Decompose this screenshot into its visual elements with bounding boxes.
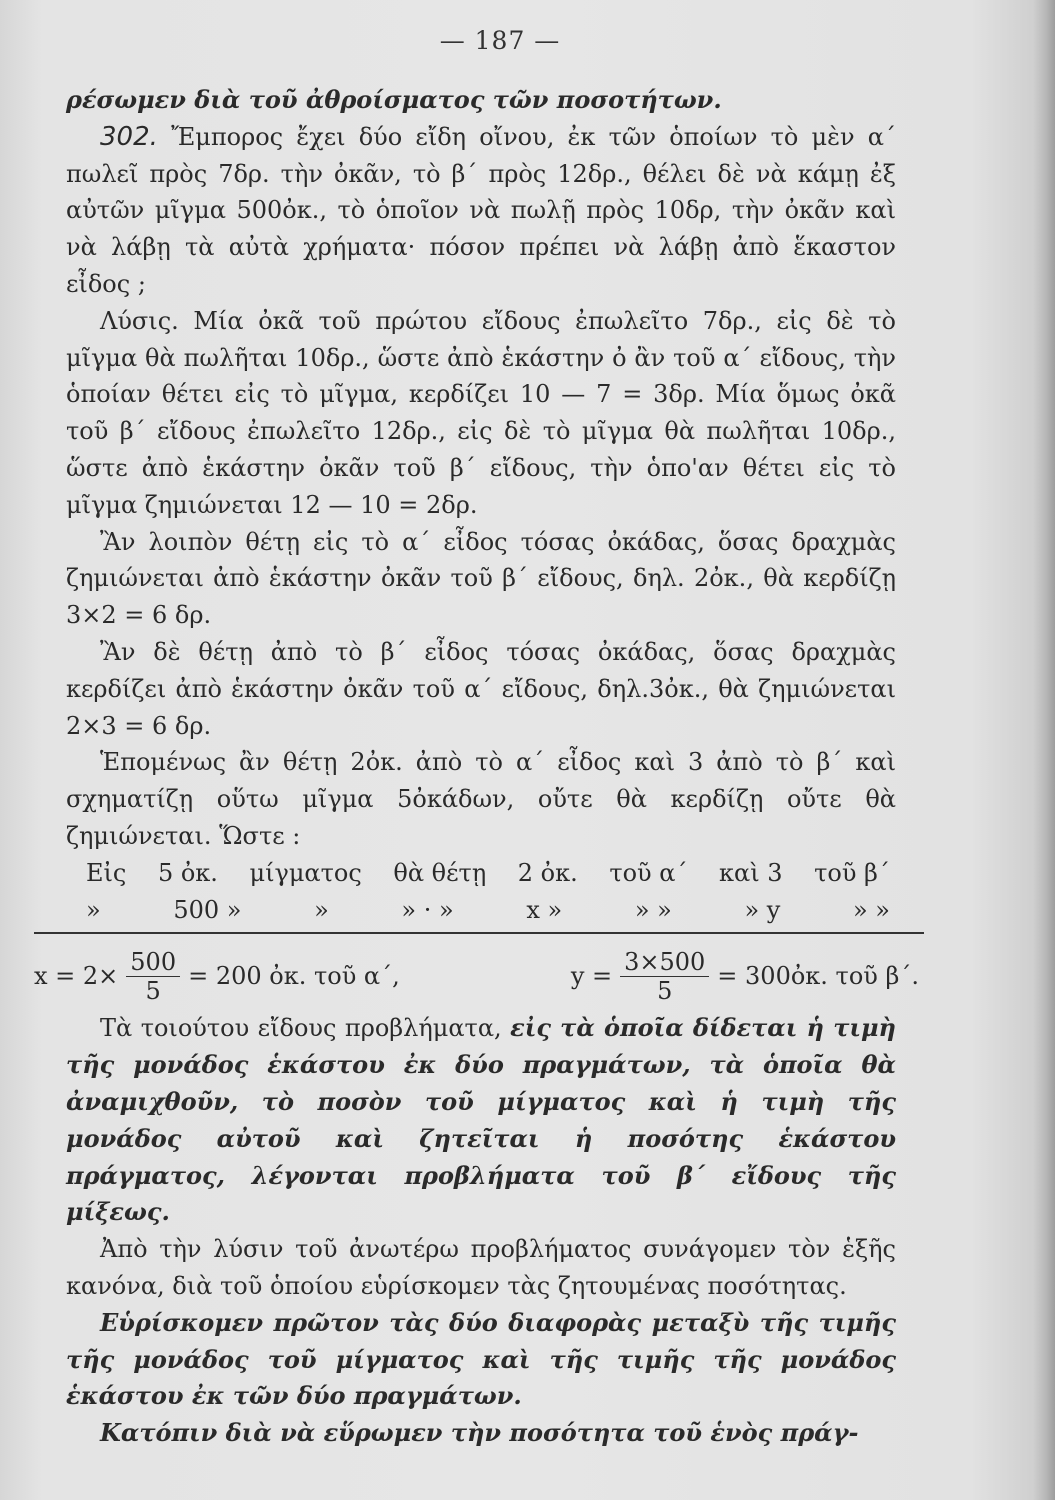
proportion-row-2 [66,892,896,929]
proportion-cell: » [314,895,329,924]
x-rhs: = 200 ὀκ. τοῦ α΄, [188,961,400,990]
rule-intro-paragraph: Ἀπὸ τὴν λύσιν τοῦ ἀνωτέρω προβλήματος συνάγομεν τὸν ἑξῆς κανόνα, διὰ τοῦ ὁποίου εὑρίσκομεν τὰς ζητουμένας ποσότητας. [66,1235,896,1300]
solution-paragraph-2: Ἂν λοιπὸν θέτῃ εἰς τὸ α΄ εἶδος τόσας ὀκάδας, ὅσας δραχμὰς ζημιώνεται ἀπὸ ἑκάστην ὀκᾶν τοῦ β΄ εἴδους, δηλ. 2ὀκ., θὰ κερδίζῃ 3×2 = 6 δρ. [66,527,896,630]
proportion-cell: » [86,895,101,924]
proportion-cell: μίγματος [249,858,362,887]
problem-number: 302. [100,121,158,152]
problem-text: Ἔμπορος ἔχει δύο εἴδη οἴνου, ἐκ τῶν ὁποίων τὸ μὲν α΄ πωλεῖ πρὸς 7δρ. τὴν ὀκᾶν, τὸ β΄ πρὸς 12δρ., θέλει δὲ νὰ κάμῃ ἐξ αὐτῶν μῖγμα 500ὀκ., τὸ ὁποῖον νὰ πωλῇ πρὸς 10δρ, τὴν ὀκᾶν καὶ νὰ λάβῃ τὰ αὐτὰ χρήματα· πόσον πρέπει νὰ λάβῃ ἀπὸ ἕκαστον εἶδος ; [66,122,896,298]
x-numerator: 500 [126,948,180,977]
proportion-cell: » y [744,895,781,924]
proportion-cell: 5 ὀκ. [157,858,218,887]
proportion-cell: τοῦ β΄ [814,858,890,887]
proportion-cell: Εἰς [86,858,127,887]
page-body [34,82,919,1452]
x-equation [34,948,400,1005]
proportion-cell: τοῦ α΄ [609,858,688,887]
proportion-cell: » » [852,895,890,924]
proportion-cell: » · » [401,895,454,924]
x-denominator: 5 [145,976,161,1005]
y-numerator: 3×500 [620,948,709,977]
problem-paragraph [66,119,896,303]
x-fraction [126,948,180,1005]
y-equation [571,948,919,1005]
y-rhs: = 300ὀκ. τοῦ β΄. [717,961,919,990]
x-lhs: x = 2× [34,961,119,990]
proportion-cell: θὰ θέτῃ [393,858,487,887]
y-denominator: 5 [657,976,673,1005]
y-lhs: y = [570,961,613,990]
solution-formula [34,942,919,1010]
horizontal-rule [34,932,924,934]
proportion-row-1 [66,855,896,892]
rule-step-2: Κατόπιν διὰ νὰ εὕρωμεν τὴν ποσότητα τοῦ ἑνὸς πράγ- [100,1418,859,1448]
page-number: — 187 — [439,26,561,55]
definition-lead: Τὰ τοιούτου εἴδους προβλήματα, [100,1014,502,1043]
y-fraction [620,948,709,1005]
solution-paragraph-1: Λύσις. Μία ὀκᾶ τοῦ πρώτου εἴδους ἐπωλεῖτο 7δρ., εἰς δὲ τὸ μῖγμα θὰ πωλῆται 10δρ., ὥστε ἀπὸ ἑκάστην ὀ ἂν τοῦ α΄ εἴδους, τὴν ὁποίαν θέτει εἰς τὸ μῖγμα, κερδίζει 10 — 7 = 3δρ. Μία ὅμως ὀκᾶ τοῦ β΄ εἴδους ἐπωλεῖτο 12δρ., εἰς δὲ τὸ μῖγμα θὰ πωλῆται 10δρ., ὥστε ἀπὸ ἑκάστην ὀκᾶν τοῦ β΄ εἴδους, τὴν ὁπο'αν θέτει εἰς τὸ μῖγμα ζημιώνεται 12 — 10 = 2δρ. [66,306,896,519]
solution-paragraph-3: Ἂν δὲ θέτῃ ἀπὸ τὸ β΄ εἶδος τόσας ὀκάδας, ὅσας δραχμὰς κερδίζει ἀπὸ ἑκάστην ὀκᾶν τοῦ α΄ εἴδους, δηλ.3ὀκ., θὰ ζημιώνεται 2×3 = 6 δρ. [66,637,896,740]
proportion-cell: 500 » [173,895,242,924]
page-edge-shadow [1033,0,1055,1500]
intro-line: ρέσωμεν διὰ τοῦ ἀθροίσματος τῶν ποσοτήτων. [66,85,722,114]
solution-paragraph-4: Ἑπομένως ἂν θέτῃ 2ὀκ. ἀπὸ τὸ α΄ εἶδος καὶ 3 ἀπὸ τὸ β΄ καὶ σχηματίζῃ οὕτω μῖγμα 5ὀκάδων, οὔτε θὰ κερδίζῃ οὔτε θὰ ζημιώνεται. Ὥστε : [66,748,896,850]
definition-bold: εἰς τὰ ὁποῖα δίδεται ἡ τιμὴ τῆς μονάδος ἑκάστου ἐκ δύο πραγμάτων, τὰ ὁποῖα θὰ ἀναμιχθοῦν, τὸ ποσὸν τοῦ μίγματος καὶ ἡ τιμὴ τῆς μονάδος αὐτοῦ καὶ ζητεῖται ἡ ποσότης ἑκάστου πράγματος, λέγονται προβλήματα τοῦ β΄ εἴδους τῆς μίξεως. [66,1013,896,1227]
proportion-cell: x » [526,895,563,924]
rule-step-1: Εὑρίσκομεν πρῶτον τὰς δύο διαφορὰς μεταξὺ τῆς τιμῆς τῆς μονάδος τοῦ μίγματος καὶ τῆς τιμῆς τῆς μονάδος ἑκάστου ἐκ τῶν δύο πραγμάτων. [66,1307,896,1411]
definition-paragraph [66,1010,896,1231]
proportion-cell: 2 ὀκ. [517,858,578,887]
proportion-cell: καὶ 3 [719,858,783,887]
proportion-cell: » » [634,895,672,924]
